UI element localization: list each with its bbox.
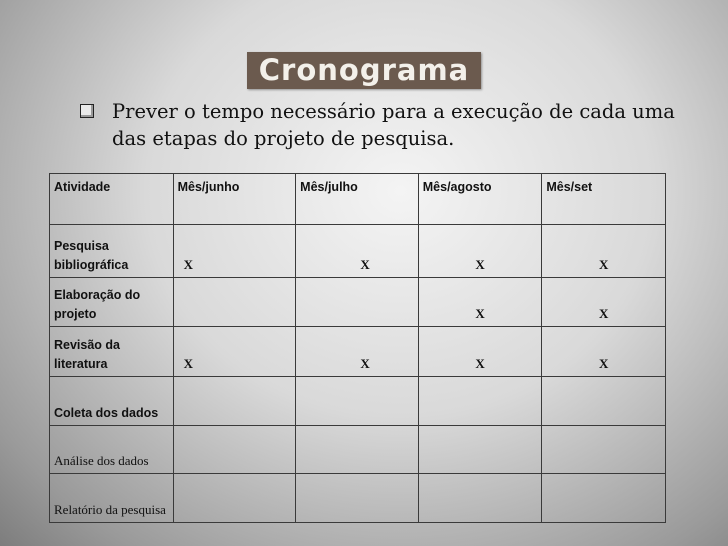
mark-cell	[542, 426, 666, 474]
mark-cell: X	[173, 225, 296, 278]
table-header-row	[50, 174, 666, 225]
table-row	[50, 426, 666, 474]
mark-cell	[418, 377, 542, 426]
mark-cell: X	[296, 225, 419, 278]
mark-cell	[173, 278, 296, 327]
mark-cell: X	[296, 327, 419, 377]
mark-cell	[296, 278, 419, 327]
activity-cell: Elaboração do projeto	[50, 278, 174, 327]
mark-cell	[542, 474, 666, 523]
schedule-table	[49, 173, 666, 523]
mark-cell	[296, 474, 419, 523]
header-september: Mês/set	[542, 174, 666, 225]
table-row	[50, 474, 666, 523]
mark-cell	[418, 474, 542, 523]
mark-cell: X	[542, 278, 666, 327]
mark-cell	[173, 426, 296, 474]
mark-cell: X	[418, 225, 542, 278]
mark-cell	[542, 377, 666, 426]
mark-cell	[173, 474, 296, 523]
header-july: Mês/julho	[296, 174, 419, 225]
mark-cell	[296, 426, 419, 474]
activity-cell: Coleta dos dados	[50, 377, 174, 426]
slide-title: Cronograma	[247, 52, 482, 89]
table-row	[50, 278, 666, 327]
activity-cell: Pesquisa bibliográfica	[50, 225, 174, 278]
activity-cell: Análise dos dados	[50, 426, 174, 474]
mark-cell	[296, 377, 419, 426]
header-june: Mês/junho	[173, 174, 296, 225]
slide-title-wrap	[0, 52, 728, 89]
header-activity: Atividade	[50, 174, 174, 225]
mark-cell: X	[542, 225, 666, 278]
mark-cell	[173, 377, 296, 426]
mark-cell	[418, 426, 542, 474]
mark-cell: X	[542, 327, 666, 377]
activity-cell: Relatório da pesquisa	[50, 474, 174, 523]
table-row	[50, 327, 666, 377]
header-august: Mês/agosto	[418, 174, 542, 225]
mark-cell: X	[173, 327, 296, 377]
mark-cell: X	[418, 327, 542, 377]
table-row	[50, 377, 666, 426]
bullet-text: Prever o tempo necessário para a execução de cada uma das etapas do projeto de pesquisa.	[112, 100, 675, 150]
square-bullet-icon	[80, 104, 94, 118]
bullet-item	[80, 98, 680, 152]
mark-cell: X	[418, 278, 542, 327]
activity-cell: Revisão da literatura	[50, 327, 174, 377]
table-row	[50, 225, 666, 278]
